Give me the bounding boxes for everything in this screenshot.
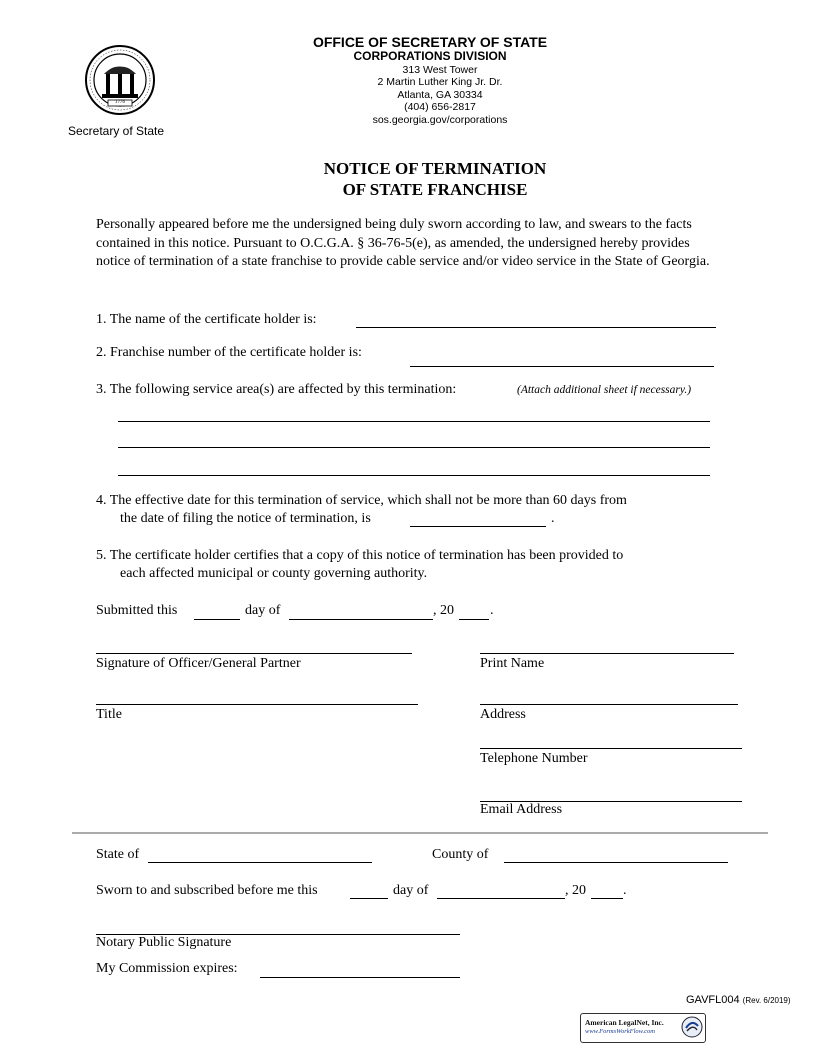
form-revision: (Rev. 6/2019): [742, 996, 791, 1005]
county-of-label: County of: [432, 847, 489, 862]
address-line-3: Atlanta, GA 30334: [397, 89, 483, 101]
submitted-year-field[interactable]: [459, 619, 489, 620]
print-name-line[interactable]: [480, 653, 734, 654]
office-title: OFFICE OF SECRETARY OF STATE: [312, 34, 548, 50]
address-line-1: 313 West Tower: [402, 64, 478, 76]
sworn-day-of: day of: [393, 883, 429, 898]
service-area-line-3[interactable]: [118, 475, 710, 476]
form-id-code: GAVFL004: [686, 994, 740, 1006]
address-line[interactable]: [480, 704, 738, 705]
submitted-month-field[interactable]: [289, 619, 433, 620]
phone: (404) 656-2817: [404, 101, 476, 113]
sworn-period: .: [623, 883, 627, 898]
division-title: CORPORATIONS DIVISION: [353, 49, 507, 63]
item-4-period: .: [551, 511, 555, 526]
form-id: [686, 994, 791, 1006]
sworn-month-field[interactable]: [437, 898, 565, 899]
title-line[interactable]: [96, 704, 418, 705]
vendor-url[interactable]: www.FormsWorkFlow.com: [585, 1028, 655, 1035]
service-area-line-2[interactable]: [118, 447, 710, 448]
sworn-prefix: Sworn to and subscribed before me this: [96, 883, 318, 898]
signature-label: Signature of Officer/General Partner: [96, 656, 301, 671]
item-4-line-1: 4. The effective date for this termination of service, which shall not be more than 60 days from: [96, 493, 627, 508]
submitted-day-of: day of: [245, 603, 281, 618]
georgia-seal: [84, 44, 156, 116]
item-4-line-2: the date of filing the notice of termination, is: [120, 511, 371, 526]
title-label: Title: [96, 707, 122, 722]
document-title-line-2: OF STATE FRANCHISE: [342, 180, 528, 199]
document-title-line-1: NOTICE OF TERMINATION: [323, 159, 547, 178]
sworn-day-field[interactable]: [350, 898, 388, 899]
vendor-badge[interactable]: [580, 1013, 706, 1043]
sworn-year-field[interactable]: [591, 898, 623, 899]
item-1-label: 1. The name of the certificate holder is:: [96, 312, 317, 327]
vendor-name: American LegalNet, Inc.: [585, 1018, 664, 1027]
notary-signature-label: Notary Public Signature: [96, 935, 232, 950]
certificate-holder-name-field[interactable]: [356, 327, 716, 328]
county-field[interactable]: [504, 862, 728, 863]
section-divider: [72, 832, 768, 834]
submitted-period: .: [490, 603, 494, 618]
print-name-label: Print Name: [480, 656, 545, 671]
franchise-number-field[interactable]: [410, 366, 714, 367]
service-area-line-1[interactable]: [118, 421, 710, 422]
item-5-line-1: 5. The certificate holder certifies that a copy of this notice of termination has been provided to: [96, 548, 624, 563]
email-label: Email Address: [480, 802, 563, 817]
item-2-label: 2. Franchise number of the certificate holder is:: [96, 345, 362, 360]
address-label: Address: [480, 707, 526, 722]
seal-caption: Secretary of State: [68, 124, 165, 138]
item-5-line-2: each affected municipal or county governing authority.: [120, 566, 428, 581]
telephone-line[interactable]: [480, 748, 742, 749]
address-line-2: 2 Martin Luther King Jr. Dr.: [377, 76, 503, 88]
item-3-note: (Attach additional sheet if necessary.): [517, 384, 692, 396]
state-of-label: State of: [96, 847, 140, 862]
telephone-label: Telephone Number: [480, 751, 588, 766]
state-field[interactable]: [148, 862, 372, 863]
seal-year: 1776: [115, 100, 125, 105]
submitted-year-prefix: , 20: [433, 603, 454, 618]
commission-label: My Commission expires:: [96, 961, 238, 976]
signature-line[interactable]: [96, 653, 412, 654]
vendor-logo-icon: [681, 1016, 703, 1038]
commission-field[interactable]: [260, 977, 460, 978]
submitted-prefix: Submitted this: [96, 603, 178, 618]
effective-date-field[interactable]: [410, 526, 546, 527]
sworn-year-prefix: , 20: [565, 883, 586, 898]
submitted-day-field[interactable]: [194, 619, 240, 620]
seal-icon: [84, 44, 156, 116]
item-3-label: 3. The following service area(s) are affected by this termination:: [96, 382, 457, 397]
website[interactable]: sos.georgia.gov/corporations: [372, 114, 508, 126]
intro-paragraph: Personally appeared before me the undersigned being duly sworn according to law, and swears to the facts contained in this notice. Pursuant to O.C.G.A. § 36-76-5(e), as amended, the undersigned hereby provides notice of termination of a state franchise to provide cable service and/or video service in the State of Georgia.: [96, 217, 710, 269]
